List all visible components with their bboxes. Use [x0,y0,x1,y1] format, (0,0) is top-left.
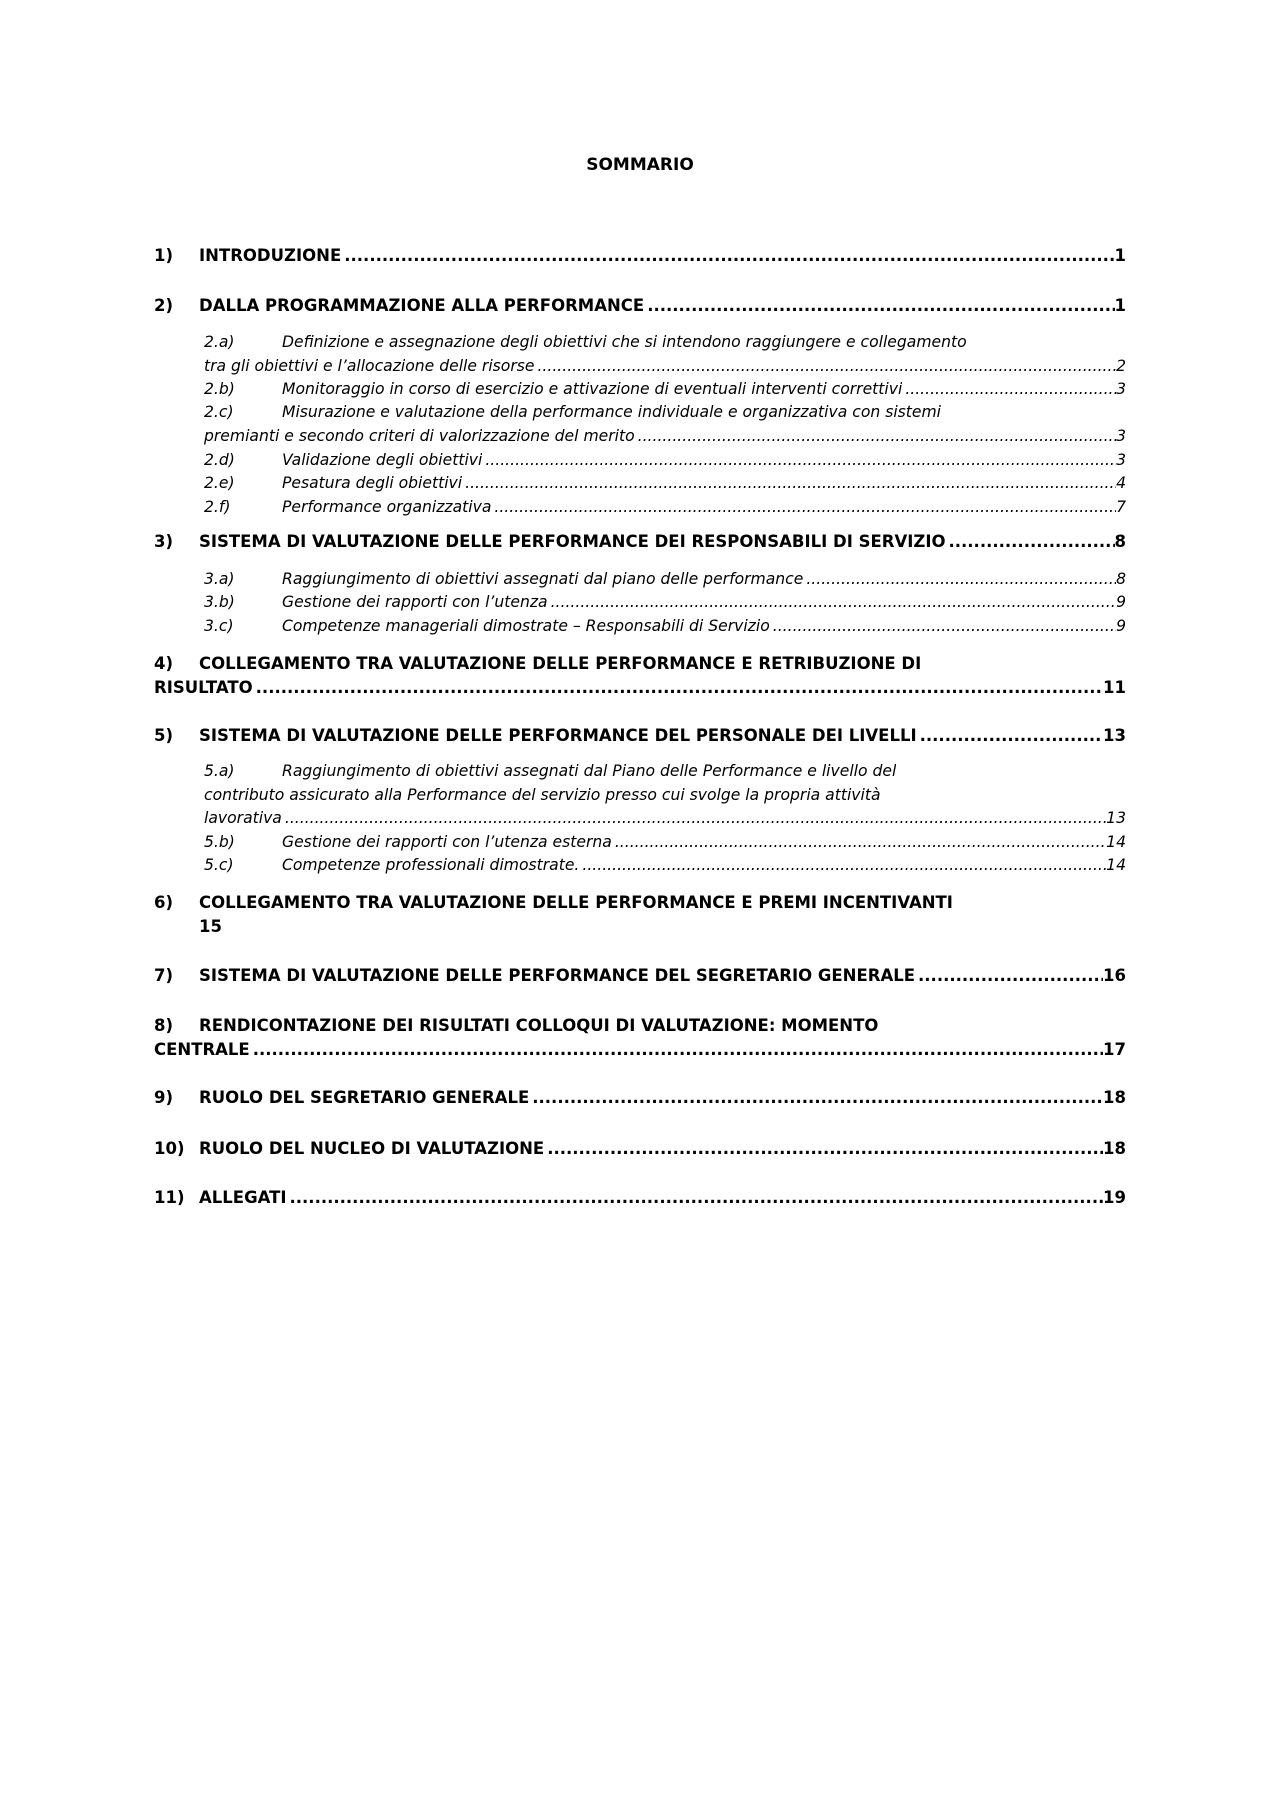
section-title: CENTRALE [154,1040,250,1059]
toc-entry[interactable] [154,854,1126,878]
section-title: Pesatura degli obiettivi [282,474,463,492]
toc-line [154,854,1126,878]
section-number: 6) [154,893,174,912]
section-title: Raggiungimento di obiettivi assegnati dal Piano delle Performance e livello del [282,762,897,780]
toc-entry[interactable] [154,831,1126,855]
toc-line [154,355,1126,379]
dot-leader [915,964,1103,988]
toc-line [154,831,1126,855]
page-number[interactable]: 8 [1114,532,1126,551]
section-number: 7) [154,966,174,985]
section-title: Misurazione e valutazione della performance individuale e organizzativa con sistemi [282,403,942,421]
section-title: lavorativa [204,809,282,827]
toc-line [154,807,1126,831]
page-number[interactable]: 17 [1103,1040,1126,1059]
toc-line [154,1137,1126,1161]
dot-leader [644,294,1114,318]
page-number[interactable]: 14 [1106,833,1126,851]
toc-line [154,652,1126,676]
dot-leader [544,1137,1103,1161]
toc-entry[interactable] [154,1186,1126,1210]
page-number[interactable]: 3 [1116,380,1126,398]
section-number: 8) [154,1016,174,1035]
dot-leader [250,1038,1103,1062]
dot-leader [770,615,1116,639]
dot-leader [282,807,1106,831]
page-number[interactable]: 15 [199,917,222,936]
toc-entry[interactable] [154,496,1126,520]
section-number: 2.b) [204,380,235,398]
section-title: INTRODUZIONE [199,246,342,265]
section-title: Definizione e assegnazione degli obiettivi che si intendono raggiungere e collegamento [282,333,967,351]
dot-leader [945,530,1114,554]
page-number[interactable]: 4 [1116,474,1126,492]
toc-entry[interactable] [154,891,1126,939]
toc-entry[interactable] [154,449,1126,473]
section-number: 9) [154,1088,174,1107]
toc-line [154,760,1126,784]
section-title: SISTEMA DI VALUTAZIONE DELLE PERFORMANCE DEL SEGRETARIO GENERALE [199,966,916,985]
page-number[interactable]: 9 [1116,593,1126,611]
toc-line [154,401,1126,425]
dot-leader [491,496,1116,520]
toc-line [154,1014,1126,1038]
section-title: contributo assicurato alla Performance del servizio presso cui svolge la propria attività [204,785,881,804]
toc-line [154,676,1126,700]
toc-entry[interactable] [154,1086,1126,1110]
toc-line [154,1186,1126,1210]
section-number: 3) [154,532,174,551]
section-title: Performance organizzativa [282,498,492,516]
toc-line [154,496,1126,520]
dot-leader [253,676,1103,700]
toc-entry[interactable] [154,591,1126,615]
toc-line [154,1086,1126,1110]
section-number: 10) [154,1139,185,1158]
page-number[interactable]: 7 [1116,498,1126,516]
section-title: Competenze manageriali dimostrate – Responsabili di Servizio [282,617,770,635]
section-title: RENDICONTAZIONE DEI RISULTATI COLLOQUI DI VALUTAZIONE: MOMENTO [199,1016,879,1035]
section-title: RUOLO DEL SEGRETARIO GENERALE [199,1088,530,1107]
page-number[interactable]: 11 [1103,678,1126,697]
page-number[interactable]: 2 [1116,356,1126,375]
toc-line [154,724,1126,748]
toc-entry[interactable] [154,964,1126,988]
page-number[interactable]: 1 [1114,296,1126,315]
toc-entry[interactable] [154,724,1126,748]
dot-leader [917,724,1103,748]
section-title: COLLEGAMENTO TRA VALUTAZIONE DELLE PERFORMANCE E PREMI INCENTIVANTI [199,893,953,912]
section-number: 5.c) [204,856,234,874]
toc-entry[interactable] [154,568,1126,592]
dot-leader [482,449,1116,473]
dot-leader [902,378,1116,402]
toc-line [154,964,1126,988]
section-number: 4) [154,654,174,673]
toc-line [154,449,1126,473]
page-number[interactable]: 3 [1116,451,1126,469]
toc-line [154,891,1126,915]
toc-line [154,331,1126,355]
section-title: tra gli obiettivi e l’allocazione delle risorse [204,356,535,375]
section-title: premianti e secondo criteri di valorizzazione del merito [204,426,635,445]
toc-line [154,425,1126,449]
page-title: SOMMARIO [586,155,694,175]
page-number[interactable]: 13 [1106,809,1126,827]
section-number: 11) [154,1188,185,1207]
section-number: 2.f) [204,498,231,516]
toc-line [154,591,1126,615]
toc-line [154,915,1126,939]
section-title: RISULTATO [154,678,253,697]
section-title: COLLEGAMENTO TRA VALUTAZIONE DELLE PERFORMANCE E RETRIBUZIONE DI [199,654,922,673]
dot-leader [462,472,1116,496]
section-title: Monitoraggio in corso di esercizio e attivazione di eventuali interventi correttivi [282,380,903,398]
toc-line [154,378,1126,402]
dot-leader [612,831,1106,855]
toc-line [154,244,1126,268]
page-number[interactable]: 9 [1116,617,1126,635]
section-number: 5.a) [204,762,235,780]
toc-entry[interactable] [154,1014,1126,1062]
page-number[interactable]: 16 [1103,966,1126,985]
section-title: SISTEMA DI VALUTAZIONE DELLE PERFORMANCE DEI RESPONSABILI DI SERVIZIO [199,532,946,551]
section-number: 5.b) [204,833,235,851]
dot-leader [803,568,1116,592]
page-number[interactable]: 3 [1116,426,1126,445]
toc-entry[interactable] [154,1137,1126,1161]
dot-leader [287,1186,1104,1210]
section-title: SISTEMA DI VALUTAZIONE DELLE PERFORMANCE DEL PERSONALE DEI LIVELLI [199,726,917,745]
section-number: 2.e) [204,474,235,492]
section-number: 2.d) [204,451,235,469]
section-number: 2) [154,296,174,315]
toc-entry[interactable] [154,378,1126,402]
toc-line [154,1038,1126,1062]
toc-entry[interactable] [154,294,1126,318]
toc-line [154,294,1126,318]
page-number[interactable]: 8 [1116,570,1126,588]
section-number: 1) [154,246,174,265]
dot-leader [529,1086,1103,1110]
section-number: 3.a) [204,570,235,588]
dot-leader [534,355,1116,379]
toc-entry[interactable] [154,652,1126,700]
page-number[interactable]: 18 [1103,1088,1126,1107]
dot-leader [579,854,1106,878]
toc-entry[interactable] [154,401,1126,448]
section-number: 3.c) [204,617,234,635]
section-number: 2.a) [204,333,235,351]
section-title: DALLA PROGRAMMAZIONE ALLA PERFORMANCE [199,296,645,315]
section-title: Gestione dei rapporti con l’utenza [282,593,548,611]
page-number[interactable]: 13 [1103,726,1126,745]
toc-entry[interactable] [154,472,1126,496]
toc-line [154,472,1126,496]
toc-entry[interactable] [154,760,1126,831]
section-title: Raggiungimento di obiettivi assegnati dal piano delle performance [282,570,804,588]
page-number[interactable]: 19 [1103,1188,1126,1207]
section-number: 3.b) [204,593,235,611]
section-title: Competenze professionali dimostrate. [282,856,580,874]
toc-line [154,615,1126,639]
page-number[interactable]: 14 [1106,856,1126,874]
page-number[interactable]: 1 [1114,246,1126,265]
toc-entry[interactable] [154,331,1126,378]
toc-line [154,568,1126,592]
toc-line [154,530,1126,554]
section-title: Gestione dei rapporti con l’utenza esterna [282,833,612,851]
section-number: 5) [154,726,174,745]
section-title: ALLEGATI [199,1188,287,1207]
toc-line [154,784,1126,808]
page-number[interactable]: 18 [1103,1139,1126,1158]
section-number: 2.c) [204,403,234,421]
dot-leader [341,244,1114,268]
section-title: Validazione degli obiettivi [282,451,483,469]
toc-entry[interactable] [154,530,1126,554]
toc-entry[interactable] [154,615,1126,639]
section-title: RUOLO DEL NUCLEO DI VALUTAZIONE [199,1139,545,1158]
toc-entry[interactable] [154,244,1126,268]
dot-leader [635,425,1116,449]
dot-leader [548,591,1116,615]
